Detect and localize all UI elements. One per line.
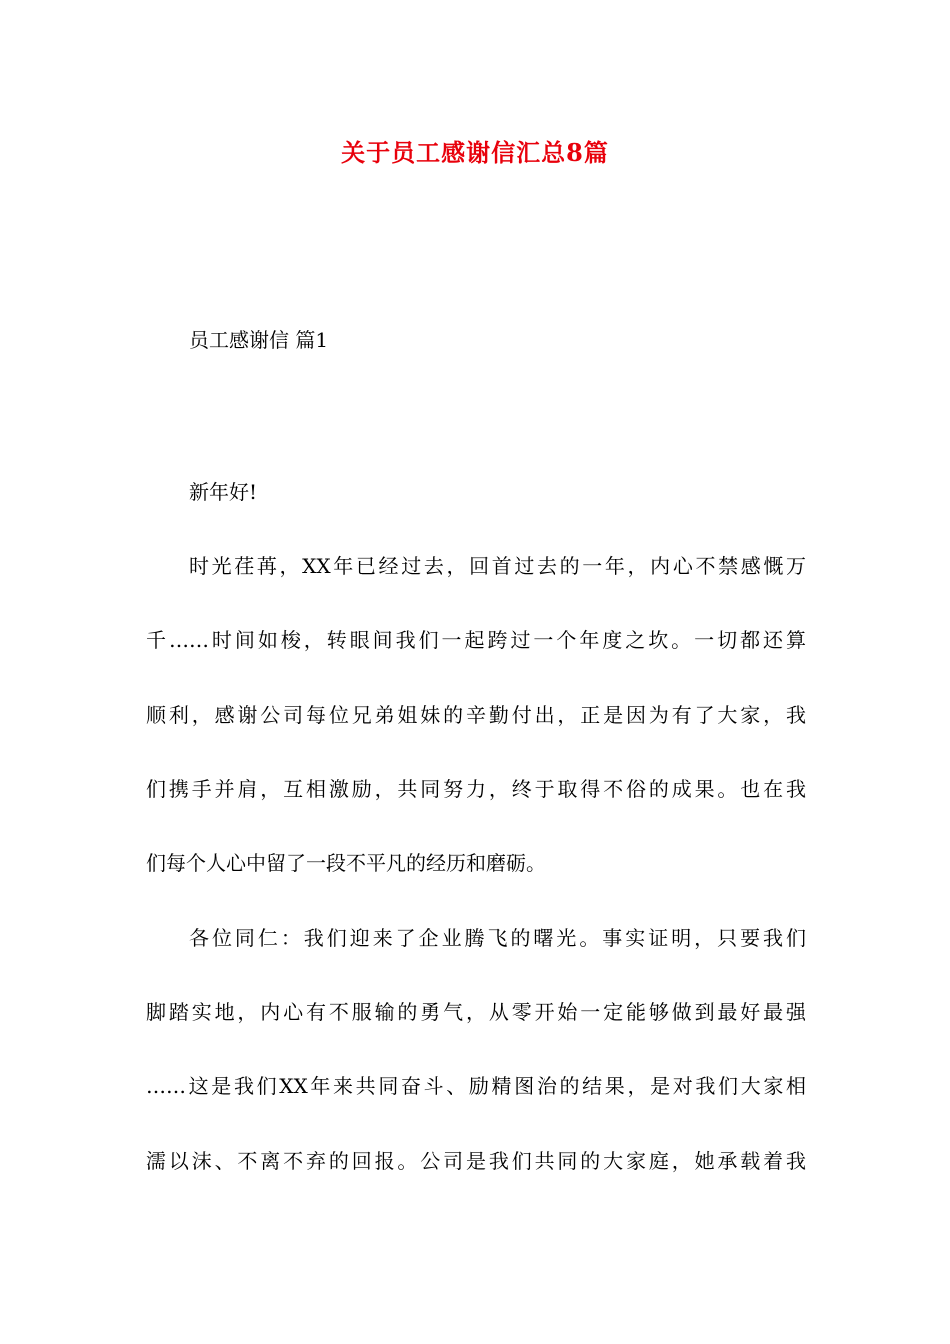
paragraph-1-line-3: 顺利，感谢公司每位兄弟姐妹的辛勤付出，正是因为有了大家，我	[146, 703, 806, 727]
paragraph-1-line-4: 们携手并肩，互相激励，共同努力，终于取得不俗的成果。也在我	[146, 777, 806, 801]
document-title: 关于员工感谢信汇总8篇	[341, 138, 609, 167]
paragraph-2-line-1: 各位同仁：我们迎来了企业腾飞的曙光。事实证明，只要我们	[189, 926, 806, 950]
greeting-line: 新年好!	[189, 480, 258, 504]
paragraph-2-line-2: 脚踏实地，内心有不服输的勇气，从零开始一定能够做到最好最强	[146, 1000, 806, 1024]
paragraph-1-line-5: 们每个人心中留了一段不平凡的经历和磨砺。	[146, 851, 546, 875]
paragraph-2-line-3: ……这是我们XX年来共同奋斗、励精图治的结果，是对我们大家相	[146, 1074, 806, 1098]
paragraph-2-line-4: 濡以沫、不离不弃的回报。公司是我们共同的大家庭，她承载着我	[146, 1149, 806, 1173]
section-heading: 员工感谢信 篇1	[189, 328, 329, 352]
paragraph-1-line-1: 时光荏苒，XX年已经过去，回首过去的一年，内心不禁感慨万	[189, 554, 806, 578]
paragraph-1-line-2: 千……时间如梭，转眼间我们一起跨过一个年度之坎。一切都还算	[146, 628, 806, 652]
